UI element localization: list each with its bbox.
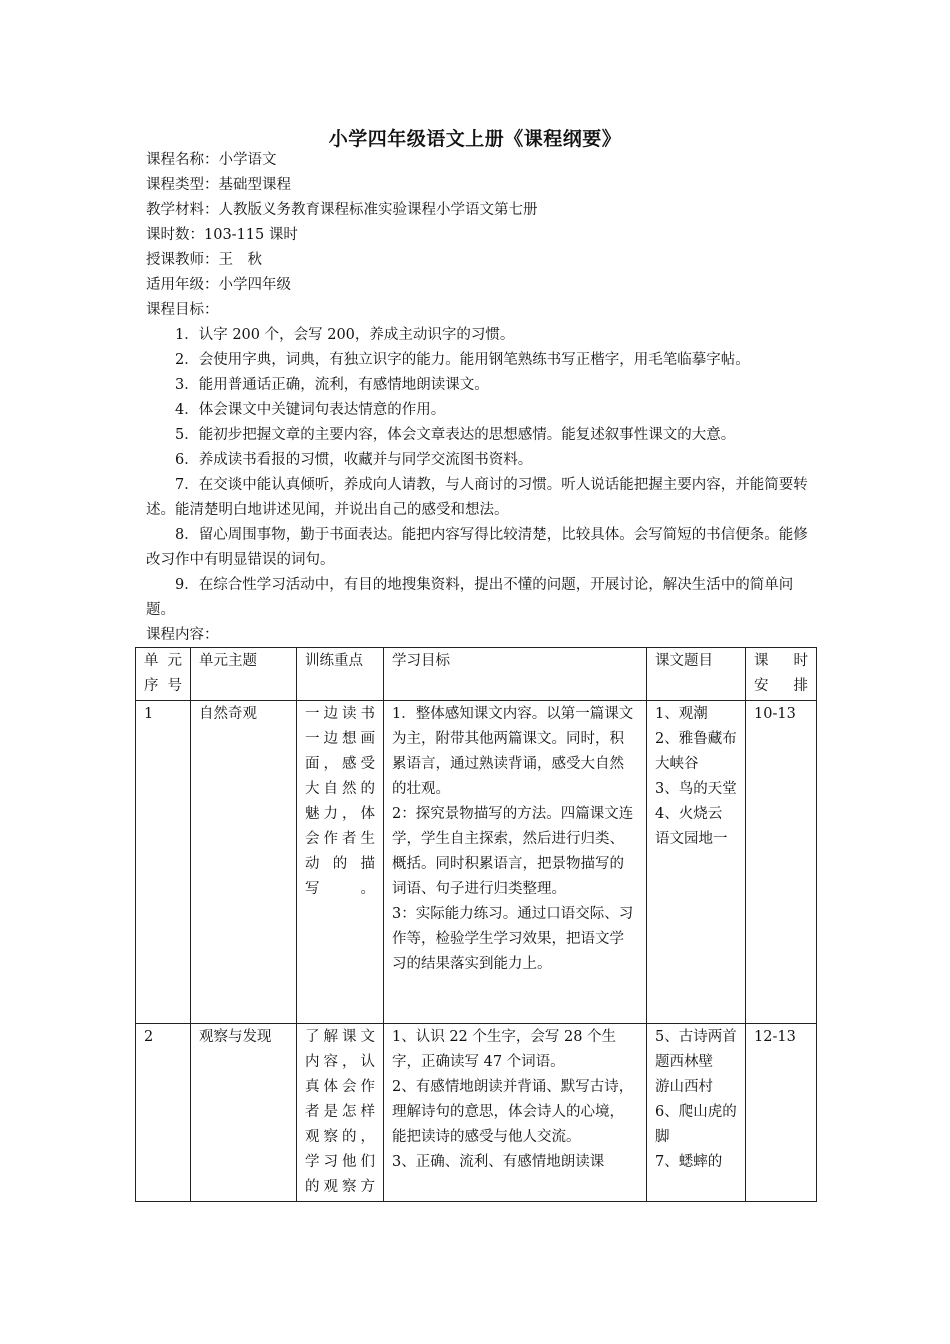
goal-item: 1．认字 200 个，会写 200，养成主动识字的习惯。: [175, 327, 515, 343]
header-unit-theme: 单元主题: [191, 648, 297, 701]
course-type: 课程类型：基础型课程: [146, 177, 291, 193]
course-grade: 适用年级：小学四年级: [146, 277, 291, 293]
header-unit-number: 单元序号: [136, 648, 191, 701]
course-materials: 教学材料：人教版义务教育课程标准实验课程小学语文第七册: [146, 202, 538, 218]
document-title: 小学四年级语文上册《课程纲要》: [328, 128, 622, 150]
goal-item: 3．能用普通话正确，流利，有感情地朗读课文。: [175, 377, 489, 393]
goal-item: 9．在综合性学习活动中，有目的地搜集资料，提出不懂的问题，开展讨论，解决生活中的简单问题。: [146, 577, 794, 618]
unit-number: 2: [136, 1024, 191, 1202]
goal-item: 8．留心周围事物，勤于书面表达。能把内容写得比较清楚，比较具体。会写简短的书信便条。能修改习作中有明显错误的词句。: [146, 527, 808, 568]
content-label: 课程内容：: [146, 627, 219, 643]
goal-item: 5．能初步把握文章的主要内容，体会文章表达的思想感情。能复述叙事性课文的大意。: [175, 427, 736, 443]
learning-goals: 1、认识 22 个生字，会写 28 个生字，正确读写 47 个词语。 2、有感情地朗读并背诵、默写古诗，理解诗句的意思，体会诗人的心境，能把读诗的感受与他人交流。 3、正确、流利、有感情地朗读课: [384, 1024, 647, 1202]
header-lesson-titles: 课文题目: [647, 648, 746, 701]
goal-item: 7．在交谈中能认真倾听，养成向人请教，与人商讨的习惯。听人说话能把握主要内容，并能简要转述。能清楚明白地讲述见闻，并说出自己的感受和想法。: [146, 477, 808, 518]
header-hours: 课 时安排: [746, 648, 817, 701]
training-focus: 了解课文内容，认真体会作者是怎样观察的，学习他们的观察方: [297, 1024, 384, 1202]
goal-item: 6．养成读书看报的习惯，收藏并与同学交流图书资料。: [175, 452, 533, 468]
course-info: [146, 148, 816, 648]
unit-theme: 观察与发现: [191, 1024, 297, 1202]
unit-number: 1: [136, 701, 191, 1024]
lesson-hours: 12-13: [746, 1024, 817, 1202]
lesson-hours: 10-13: [746, 701, 817, 1024]
course-content-table: [135, 647, 817, 1202]
course-teacher: 授课教师：王 秋: [146, 252, 262, 268]
training-focus: 一边读书一边想画面，感受大自然的魅力，体会作者生动的描写。: [297, 701, 384, 1024]
table-row: [136, 701, 817, 1024]
goals-label: 课程目标：: [146, 302, 219, 318]
table-header-row: [136, 648, 817, 701]
table-row: [136, 1024, 817, 1202]
goal-item: 4．体会课文中关键词句表达情意的作用。: [175, 402, 446, 418]
goal-item: 2．会使用字典，词典，有独立识字的能力。能用钢笔熟练书写正楷字，用毛笔临摹字帖。: [175, 352, 750, 368]
lesson-titles: 1、观潮 2、雅鲁藏布大峡谷 3、鸟的天堂 4、火烧云 语文园地一: [647, 701, 746, 1024]
lesson-titles: 5、古诗两首题西林壁 游山西村 6、爬山虎的脚 7、蟋蟀的: [647, 1024, 746, 1202]
header-training-focus: 训练重点: [297, 648, 384, 701]
unit-theme: 自然奇观: [191, 701, 297, 1024]
course-name: 课程名称：小学语文: [146, 152, 277, 168]
course-hours: 课时数：103-115 课时: [146, 227, 298, 243]
header-learning-goals: 学习目标: [384, 648, 647, 701]
learning-goals: 1．整体感知课文内容。以第一篇课文为主，附带其他两篇课文。同时，积累语言，通过熟读背诵，感受大自然的壮观。 2：探究景物描写的方法。四篇课文连学，学生自主探索，然后进行归类、概括。同时积累语言，把景物描写的词语、句子进行归类整理。 3：实际能力练习。通过口语交际、习作等，检验学生学习效果，把语文学习的结果落实到能力上。: [384, 701, 647, 1024]
